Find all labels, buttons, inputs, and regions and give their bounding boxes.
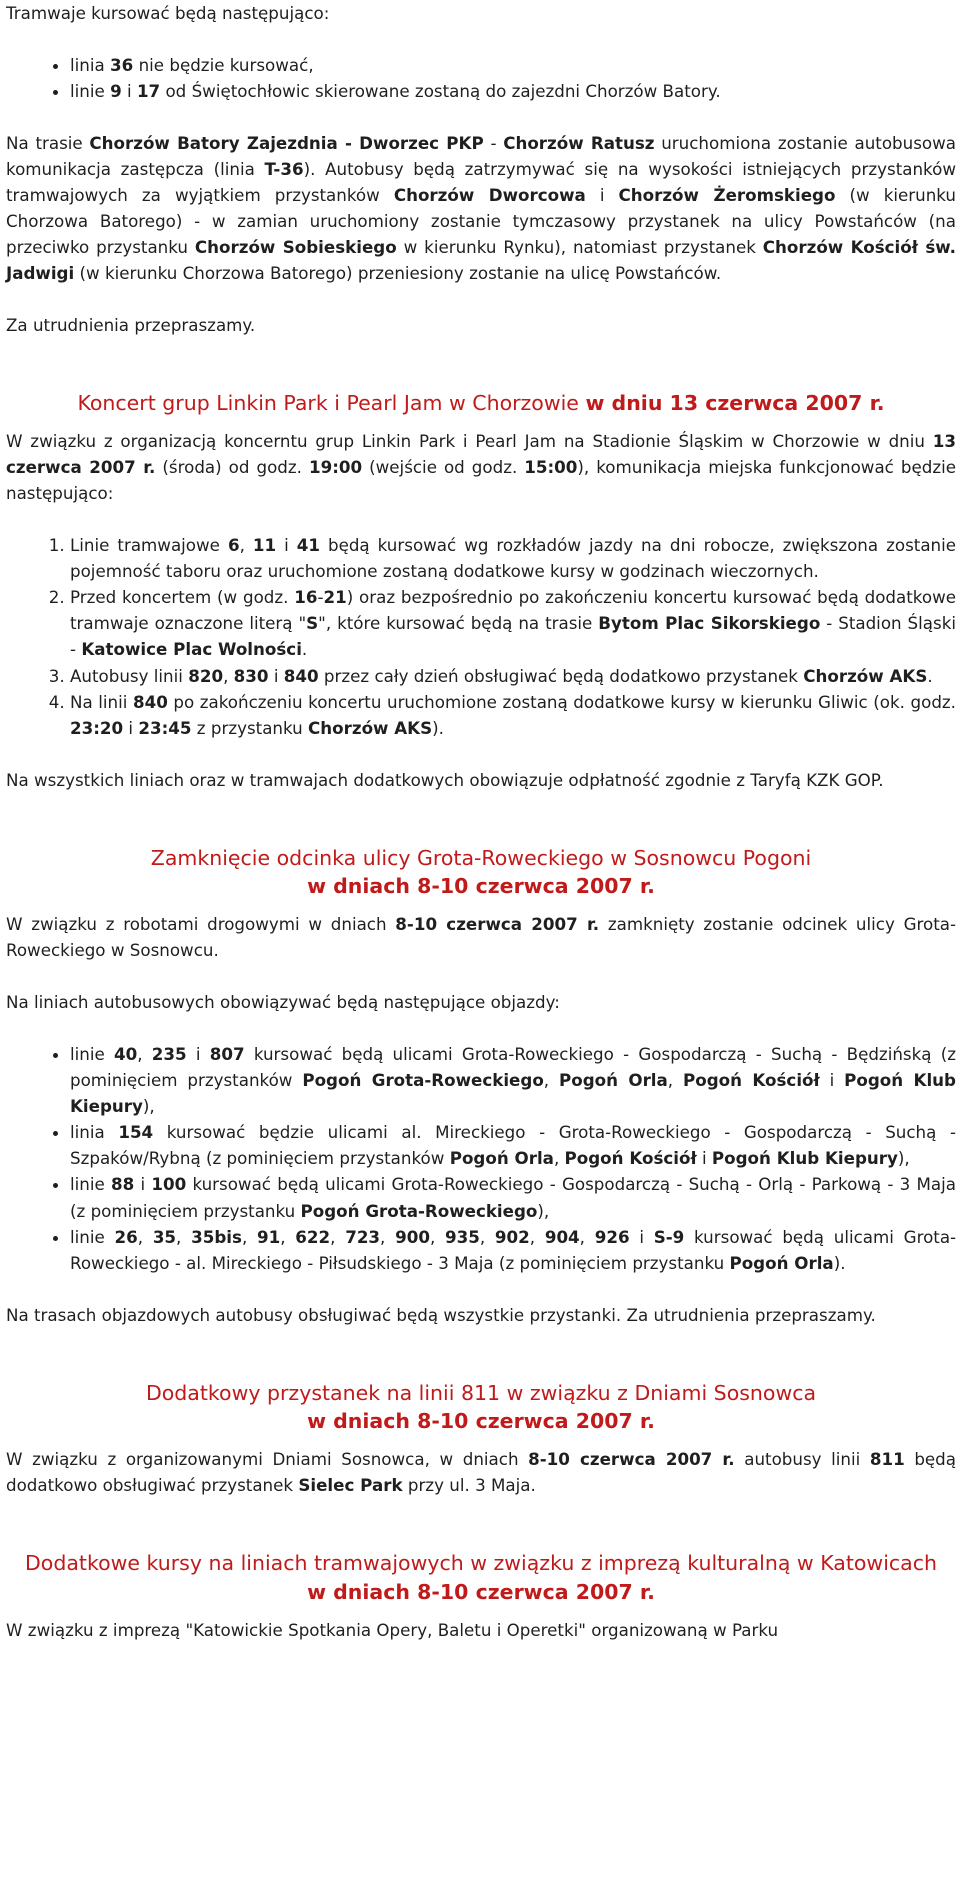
bold-text: 23:45 [138,717,192,738]
bold-text: S [306,613,319,634]
bold-text: 622 [295,1226,331,1247]
list-item: 2. Przed koncertem (w godz. 16-21) oraz bezpośrednio po zakończeniu koncertu kursować będą dodatkowe tramwaje oznaczone literą "S", które kursować będą na trasie Bytom Plac Sikorskiego - Stadion Śląski - Katowice Plac Wolności. [70,584,956,662]
section1-paragraph: Na trasie Chorzów Batory Zajezdnia - Dworzec PKP - Chorzów Ratusz uruchomiona zostanie autobusowa komunikacja zastępcza (linia T-36). Autobusy będą zatrzymywać się na wysokości istniejących przystanków tramwajowych za wyjątkiem przystanków Chorzów Dworcowa i Chorzów Żeromskiego (w kierunku Chorzowa Batorego) - w zamian uruchomiony zostanie tymczasowy przystanek na ulicy Powstańców (na przeciwko przystanku Chorzów Sobieskiego w kierunku Rynku), natomiast przystanek Chorzów Kościół św. Jadwigi (w kierunku Chorzowa Batorego) przeniesiony zostanie na ulicę Powstańców. [6,133,956,284]
bold-text: Pogoń Klub Kiepury [711,1148,898,1169]
list-item: 4. Na linii 840 po zakończeniu koncertu uruchomione zostaną dodatkowe kursy w kierunku Gliwic (ok. godz. 23:20 i 23:45 z przystanku Chorzów AKS). [70,689,956,741]
bold-text: 23:20 [70,717,124,738]
section3-footer: Na trasach objazdowych autobusy obsługiwać będą wszystkie przystanki. Za utrudnienia przepraszamy. [6,1304,876,1325]
list-item: 1. Linie tramwajowe 6, 11 i 41 będą kursować wg rozkładów jazdy na dni robocze, zwiększona zostanie pojemność taboru oraz uruchomione zostaną dodatkowe kursy w godzinach wieczornych. [70,532,956,584]
section3-detours-intro: Na liniach autobusowych obowiązywać będą następujące objazdy: [6,992,560,1013]
list-item: • linie 26, 35, 35bis, 91, 622, 723, 900, 935, 902, 904, 926 i S-9 kursować będą ulicami Grota-Roweckiego - al. Mireckiego - Piłsudskiego - 3 Maja (z pominięciem przystanku Pogoń Orla). [70,1224,956,1276]
bold-text: Pogoń Kościół [683,1070,820,1091]
section2-intro: W związku z organizacją koncerntu grup Linkin Park i Pearl Jam na Stadionie Śląskim w Chorzowie w dniu 13 czerwca 2007 r. (środa) od godz. 19:00 (wejście od godz. 15:00), komunikacja miejska funkcjonować będzie następująco: [6,431,956,504]
bold-text: 15:00 [524,457,578,478]
bold-text: Sielec Park [298,1475,403,1496]
bold-text: 935 [445,1226,480,1247]
bold-text: Chorzów Batory Zajezdnia - Dworzec PKP [89,133,484,154]
list-item: 3. Autobusy linii 820, 830 i 840 przez cały dzień obsługiwać będą dodatkowo przystanek Chorzów AKS. [70,663,956,689]
section3-heading: Zamknięcie odcinka ulicy Grota-Roweckiego w Sosnowcu Pogoni w dniach 8-10 czerwca 2007 r. [150,845,812,899]
bold-text: Pogoń Grota-Roweckiego [302,1070,544,1091]
bold-text: 100 [151,1174,187,1195]
bold-text: Chorzów AKS [803,665,928,686]
bold-text: Pogoń Orla [559,1070,668,1091]
bold-text: Chorzów Kościół św. Jadwigi [6,237,956,284]
bold-text: 902 [494,1226,530,1247]
section2-footer: Na wszystkich liniach oraz w tramwajach dodatkowych obowiązuje odpłatność zgodnie z Taryfą KZK GOP. [6,769,884,790]
bold-text: 811 [869,1449,905,1470]
bold-text: 904 [544,1226,580,1247]
section3-intro: W związku z robotami drogowymi w dniach 8-10 czerwca 2007 r. zamknięty zostanie odcinek ulicy Grota-Roweckiego w Sosnowcu. [6,914,956,961]
section4-paragraph: W związku z organizowanymi Dniami Sosnowca, w dniach 8-10 czerwca 2007 r. autobusy linii 811 będą dodatkowo obsługiwać przystanek Sielec Park przy ul. 3 Maja. [6,1449,956,1496]
section5-heading: Dodatkowe kursy na liniach tramwajowych w związku z imprezą kulturalną w Katowicach w dniach 8-10 czerwca 2007 r. [25,1551,937,1604]
bold-text: S-9 [653,1226,685,1247]
bold-text: 88 [111,1174,135,1195]
bold-text: 8-10 czerwca 2007 r. [528,1449,735,1470]
section4-heading: Dodatkowy przystanek na linii 811 w związku z Dniami Sosnowca w dniach 8-10 czerwca 2007 r. [145,1380,817,1434]
bold-text: Katowice Plac Wolności [81,639,302,660]
bold-text: Pogoń Orla [729,1252,834,1273]
bold-text: Pogoń Grota-Roweckiego [300,1200,538,1221]
section2-list [6,532,956,740]
bold-text: 16 [294,587,318,608]
list-item: • linia 154 kursować będzie ulicami al. Mireckiego - Grota-Roweckiego - Gospodarczą - Suchą - Szpaków/Rybną (z pominięciem przystanków Pogoń Orla, Pogoń Kościół i Pogoń Klub Kiepury), [70,1119,956,1171]
bold-text: 13 czerwca 2007 r. [6,431,956,478]
bold-text: 40 [114,1044,138,1065]
bold-text: 26 [114,1226,138,1247]
bold-text: 21 [323,587,347,608]
bold-text: 36 [110,55,134,76]
bold-text: 830 [233,665,269,686]
bold-text: 235 [151,1044,187,1065]
bold-text: 6 [227,535,240,556]
section3-bullets [6,1041,956,1275]
bold-text: 840 [132,691,168,712]
bold-text: 900 [395,1226,430,1247]
bold-text: Pogoń Kościół [564,1148,697,1169]
list-item: • linie 40, 235 i 807 kursować będą ulicami Grota-Roweckiego - Gospodarczą - Suchą - Będzińską (z pominięciem przystanków Pogoń Grota-Roweckiego, Pogoń Orla, Pogoń Kościół i Pogoń Klub Kiepury), [70,1041,956,1119]
bold-text: Chorzów Sobieskiego [194,237,397,258]
bold-text: 41 [296,535,320,556]
bold-text: 35 [152,1226,177,1247]
bold-text: 17 [136,81,161,102]
bold-text: 35bis [191,1226,242,1247]
bold-text: 820 [188,665,224,686]
bold-text: 723 [345,1226,381,1247]
bold-text: Pogoń Orla [449,1148,554,1169]
bold-text: Chorzów AKS [308,717,433,738]
bold-text: 8-10 czerwca 2007 r. [395,914,600,935]
section1-intro: Tramwaje kursować będą następująco: [6,3,330,23]
bold-text: 19:00 [308,457,363,478]
bold-text: 807 [209,1044,245,1065]
bold-text: 926 [594,1226,630,1247]
bold-text: 9 [110,81,122,102]
bold-text: 91 [257,1226,281,1247]
section1-bullets [6,52,956,104]
list-item: • linie 88 i 100 kursować będą ulicami Grota-Roweckiego - Gospodarczą - Suchą - Orlą - Parkową - 3 Maja (z pominięciem przystanku Pogoń Grota-Roweckiego), [70,1171,956,1223]
section1-apology: Za utrudnienia przepraszamy. [6,315,256,336]
section5-paragraph: W związku z imprezą "Katowickie Spotkania Opery, Baletu i Operetki" organizowaną w Parku [6,1619,779,1640]
bold-text: T-36 [264,159,304,180]
bold-text: Chorzów Żeromskiego [618,185,836,206]
list-item: • linie 9 i 17 od Świętochłowic skierowane zostaną do zajezdni Chorzów Batory. [70,78,956,104]
document [6,0,956,1643]
bold-text: 840 [283,665,319,686]
bold-text: 154 [118,1122,154,1143]
bold-text: Chorzów Ratusz [503,133,655,154]
section2-heading: Koncert grup Linkin Park i Pearl Jam w Chorzowie w dniu 13 czerwca 2007 r. [77,391,885,416]
bold-text: Chorzów Dworcowa [393,185,586,206]
list-item: • linia 36 nie będzie kursować, [70,52,956,78]
bold-text: Pogoń Klub Kiepury [70,1070,957,1117]
bold-text: 11 [252,535,277,556]
bold-text: Bytom Plac Sikorskiego [598,613,821,634]
